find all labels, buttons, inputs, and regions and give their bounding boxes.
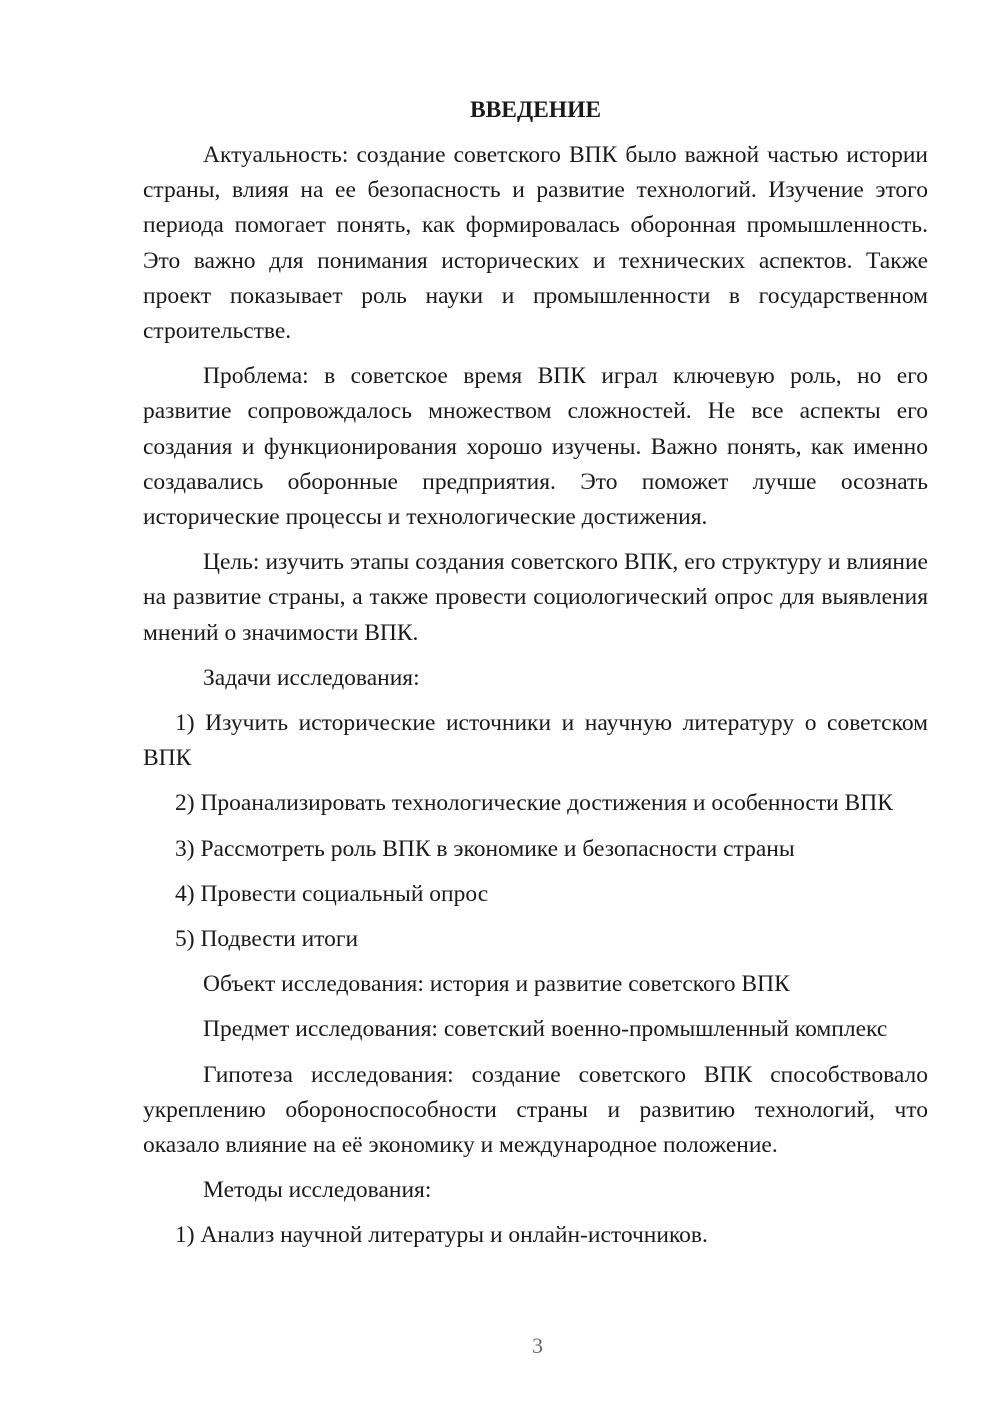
- task-item-5: 5) Подвести итоги: [175, 926, 359, 953]
- task-item-1: 1) Изучить исторические источники и научную литературу о советском ВПК: [143, 710, 928, 772]
- object-line: Объект исследования: история и развитие советского ВПК: [203, 971, 790, 998]
- subject-line: Предмет исследования: советский военно-промышленный комплекс: [203, 1016, 888, 1043]
- goal-paragraph: Цель: изучить этапы создания советского ВПК, его структуру и влияние на развитие страны, а также провести социологический опрос для выявления мнений о значимости ВПК.: [143, 549, 928, 646]
- page-number: 3: [532, 1333, 543, 1358]
- hypothesis-paragraph: Гипотеза исследования: создание советского ВПК способствовало укреплению обороноспособности страны и развитию технологий, что оказало влияние на её экономику и международное положение.: [143, 1061, 928, 1159]
- task-item-4: 4) Провести социальный опрос: [175, 880, 489, 907]
- task-item-3: 3) Рассмотреть роль ВПК в экономике и безопасности страны: [175, 835, 795, 862]
- problem-paragraph: Проблема: в советское время ВПК играл ключевую роль, но его развитие сопровождалось множеством сложностей. Не все аспекты его создания и функционирования хорошо изучены. Важно понять, как именно создавались оборонные предприятия. Это поможет лучше осознать исторические процессы и технологические достижения.: [143, 363, 928, 531]
- relevance-paragraph: Актуальность: создание советского ВПК было важной частью истории страны, влияя на ее безопасность и развитие технологий. Изучение этого периода помогает понять, как формировалась оборонная промышленность. Это важно для понимания исторических и технических аспектов. Также проект показывает роль науки и промышленности в государственном строительстве.: [143, 142, 928, 345]
- methods-heading: Методы исследования:: [203, 1177, 432, 1204]
- page-content: [143, 94, 928, 1264]
- method-item-1: 1) Анализ научной литературы и онлайн-источников.: [175, 1222, 708, 1249]
- section-title: ВВЕДЕНИЕ: [469, 97, 602, 123]
- tasks-heading: Задачи исследования:: [203, 664, 420, 691]
- task-item-2: 2) Проанализировать технологические достижения и особенности ВПК: [175, 790, 893, 817]
